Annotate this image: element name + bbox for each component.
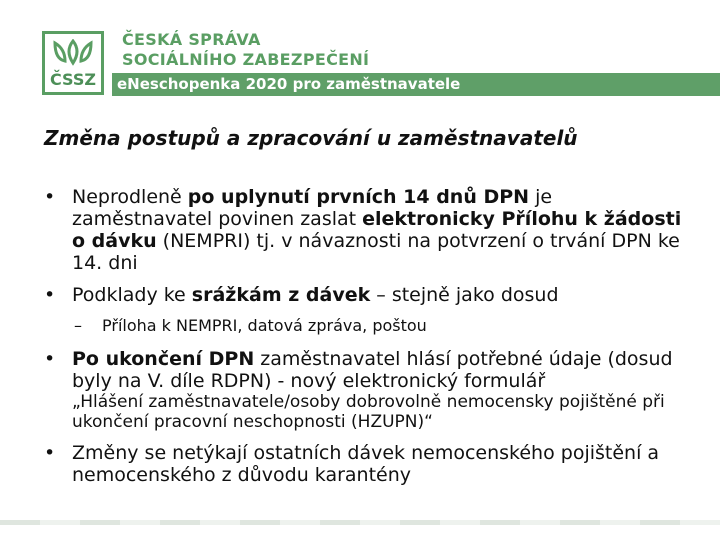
logo-text: ČSSZ (50, 70, 96, 89)
form-name: „Hlášení zaměstnavatele/osoby dobrovolně nemocensky pojištěné při ukončení pracovní neschopnosti (HZUPN)“ (72, 392, 665, 432)
sub-bullet-dash: – (74, 316, 82, 335)
footer-divider (0, 520, 720, 525)
bullet-3: • Po ukončení DPN zaměstnavatel hlásí potřebné údaje (dosud byly na V. díle RDPN) - nový elektronický formulář „Hlášení zaměstnavatele/osoby dobrovolně nemocensky pojištěné při ukončení pracovní neschopnosti (HZUPN)“ (44, 348, 684, 432)
bullet-1: • Neprodleně po uplynutí prvních 14 dnů DPN je zaměstnavatel povinen zaslat elektronicky Přílohu k žádosti o dávku (NEMPRI) tj. v návaznosti na potvrzení o trvání DPN ke 14. dni (44, 186, 684, 274)
banner-text: eNeschopenka 2020 pro zaměstnavatele (117, 75, 461, 93)
cssz-logo (42, 31, 104, 95)
organization-name (122, 30, 369, 70)
header-banner (112, 73, 720, 96)
sub-bullet-1: – Příloha k NEMPRI, datová zpráva, poštou (74, 316, 427, 335)
org-name-line2: SOCIÁLNÍHO ZABEZPEČENÍ (122, 50, 370, 69)
org-name-line1: ČESKÁ SPRÁVA (122, 30, 261, 49)
slide-title: Změna postupů a zpracování u zaměstnavatelů (44, 126, 578, 150)
leaf-emblem-icon (51, 39, 95, 67)
bullet-2: • Podklady ke srážkám z dávek – stejně jako dosud (44, 284, 684, 306)
bullet-4: • Změny se netýkají ostatních dávek nemocenského pojištění a nemocenského z důvodu karantény (44, 442, 684, 486)
slide-content (44, 186, 684, 496)
